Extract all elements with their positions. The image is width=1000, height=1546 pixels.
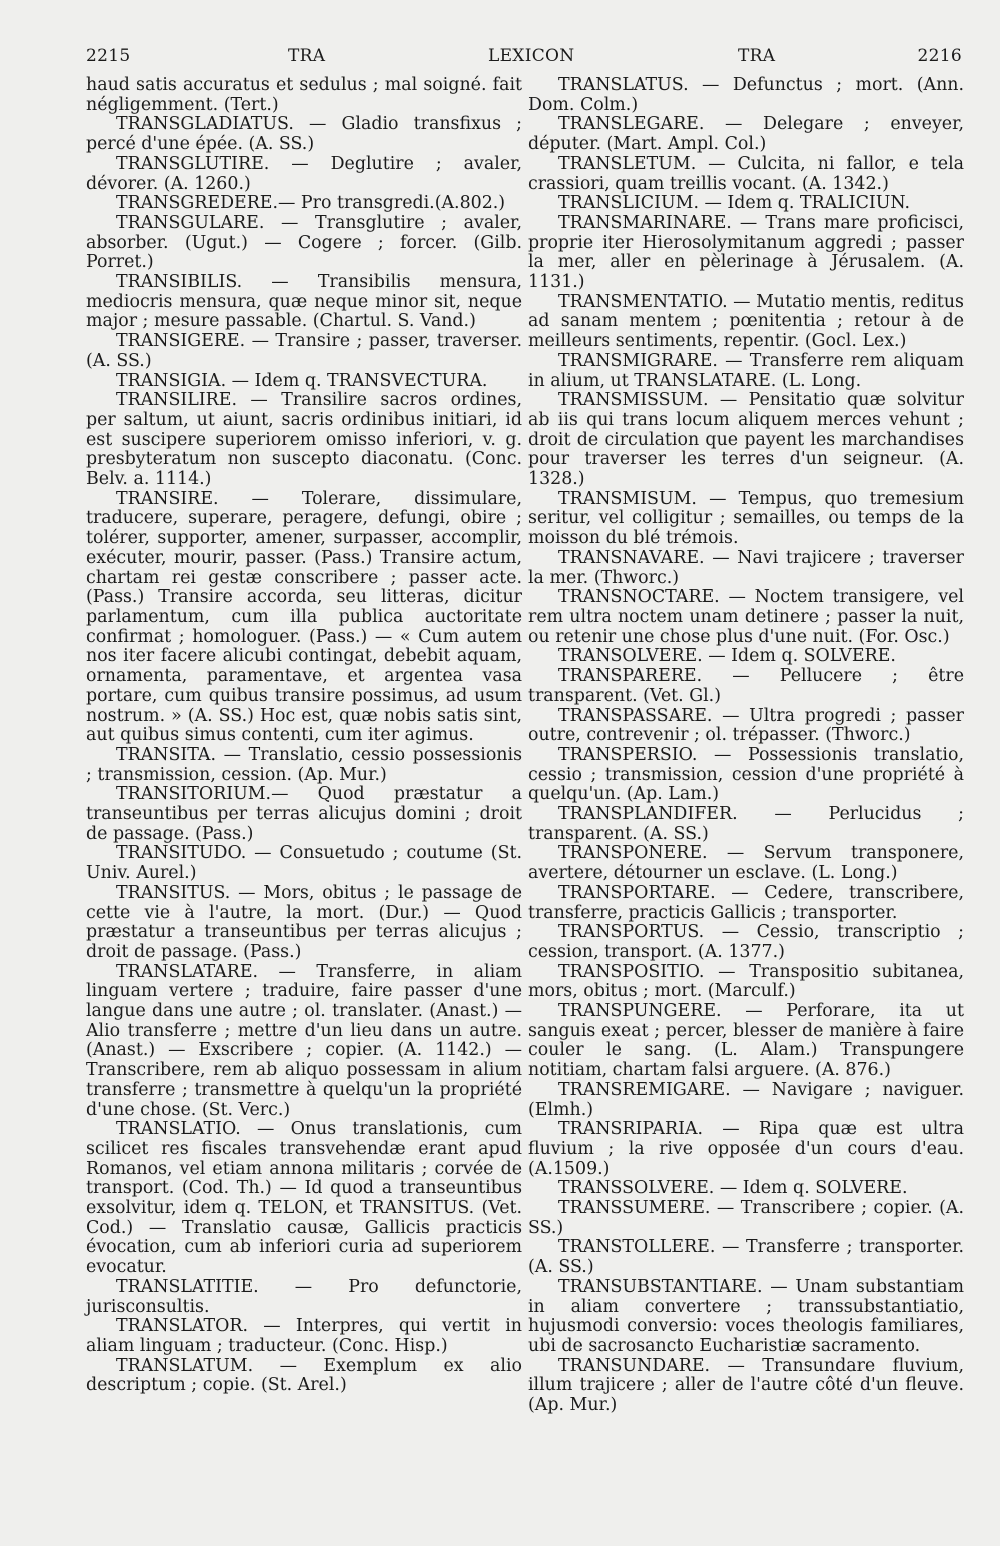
- entry: TRANSPLANDIFER. — Perlucidus ; transparent. (A. SS.): [528, 804, 964, 844]
- entry: TRANSGULARE. — Transglutire ; avaler, absorber. (Ugut.) — Cogere ; forcer. (Gilb. Porret.): [86, 212, 522, 273]
- entry: TRANSPOSITIO. — Transpositio subitanea, mors, obitus ; mort. (Marculf.): [528, 961, 964, 1002]
- entry: TRANSPERSIO. — Possessionis translatio, cessio ; transmission, cession d'une propriété à quelqu'un. (Ap. Lam.): [528, 744, 964, 805]
- header-title: LEXICON: [488, 46, 575, 66]
- page-number-left: 2215: [86, 46, 131, 66]
- entry: TRANSTOLLERE. — Transferre ; transporter. (A. SS.): [528, 1237, 964, 1278]
- entry: TRANSGREDERE.— Pro transgredi.(A.802.): [116, 193, 506, 214]
- entry: TRANSITORIUM.— Quod præstatur a transeuntibus per terras alicujus domini ; droit de passage. (Pass.): [86, 784, 522, 844]
- entry: TRANSITA. — Translatio, cessio possessionis ; transmission, cession. (Ap. Mur.): [86, 744, 522, 785]
- entry: TRANSLATIO. — Onus translationis, cum scilicet res fiscales transvehendæ erant apud Romanos, vel etiam annona militaris ; corvée de transport. (Cod. Th.) — Id quod a transeuntibus exsolvitur, idem q. TELON, et TRANSITUS. (Vet. Cod.) — Translatio causæ, Gallicis practicis évocation, cum ab inferiori curia ad superiorem evocatur.: [86, 1119, 522, 1278]
- entry: TRANSGLUTIRE. — Deglutire ; avaler, dévorer. (A. 1260.): [86, 153, 522, 194]
- entry: TRANSIGERE. — Transire ; passer, traverser. (A. SS.): [86, 331, 522, 371]
- entry: TRANSNOCTARE. — Noctem transigere, vel rem ultra noctem unam detinere ; passer la nuit, ou retenir une chose plus d'une nuit. (For. Osc.): [528, 587, 964, 647]
- entry: TRANSMIGRARE. — Transferre rem aliquam in alium, ut TRANSLATARE. (L. Long.: [528, 350, 964, 391]
- entry: TRANSSUMERE. — Transcribere ; copier. (A. SS.): [528, 1198, 964, 1238]
- left-column: [86, 76, 522, 1396]
- entry: TRANSLICIUM. — Idem q. TRALICIUN.: [558, 193, 911, 214]
- entry: TRANSLETUM. — Culcita, ni fallor, e tela crassiori, quam treillis vocant. (A. 1342.): [528, 153, 964, 194]
- entry: TRANSMISUM. — Tempus, quo tremesium seritur, vel colligitur ; semailles, ou temps de la moisson du blé trémois.: [528, 488, 964, 549]
- entry: haud satis accuratus et sedulus ; mal soigné. fait négligemment. (Tert.): [86, 75, 522, 115]
- entry: TRANSLATOR. — Interpres, qui vertit in aliam linguam ; traducteur. (Conc. Hisp.): [86, 1316, 522, 1356]
- entry: TRANSOLVERE. — Idem q. SOLVERE.: [558, 646, 896, 667]
- entry: TRANSLATARE. — Transferre, in aliam linguam vertere ; traduire, faire passer d'une langue dans une autre ; ol. translater. (Anast.) — Alio transferre ; mettre d'un lieu dans un autre. (Anast.) — Exscribere ; copier. (A. 1142.) — Transcribere, rem ab aliquo possessam in alium transferre ; transmettre à quelqu'un la propriété d'une chose. (St. Verc.): [86, 961, 522, 1120]
- entry: TRANSITUDO. — Consuetudo ; coutume (St. Univ. Aurel.): [86, 843, 522, 884]
- entry: TRANSPORTARE. — Cedere, transcribere, transferre, practicis Gallicis ; transporter.: [528, 882, 964, 923]
- entry: TRANSRIPARIA. — Ripa quæ est ultra fluvium ; la rive opposée d'un cours d'eau.(A.1509.): [528, 1119, 964, 1179]
- entry: TRANSIRE. — Tolerare, dissimulare, traducere, superare, peragere, defungi, obire ; tolérer, supporter, amener, surpasser, accomplir, exécuter, mourir, passer. (Pass.) Transire actum, chartam rei gestæ conscribere ; passer acte. (Pass.) Transire accorda, seu litteras, dicitur parlamentum, cum illa publica auctoritate confirmat ; homologuer. (Pass.) — « Cum autem nos iter facere alicubi contingat, debebit aquam, ornamenta, paramentave, et argentea vasa portare, cum quibus transire possimus, ad usum nostrum. » (A. SS.) Hoc est, quæ nobis satis sint, aut quibus simus contenti, cum iter agimus.: [86, 488, 522, 746]
- entry: TRANSUBSTANTIARE. — Unam substantiam in aliam convertere ; transsubstantiatio, hujusmodi conversio: voces theologis familiares, ubi de sacrosancto Eucharistiæ sacramento.: [528, 1276, 964, 1356]
- entry: TRANSLATUM. — Exemplum ex alio descriptum ; copie. (St. Arel.): [86, 1355, 522, 1396]
- entry: TRANSMISSUM. — Pensitatio quæ solvitur ab iis qui trans locum aliquem merces vehunt ; droit de circulation que payent les marchandises pour traverser les terres d'un seigneur. (A. 1328.): [528, 390, 964, 490]
- entry: TRANSLATITIE. — Pro defunctorie, jurisconsultis.: [86, 1276, 522, 1317]
- entry: TRANSREMIGARE. — Navigare ; naviguer. (Elmh.): [528, 1079, 964, 1120]
- entry: TRANSUNDARE. — Transundare fluvium, illum trajicere ; aller de l'autre côté d'un fleuve. (Ap. Mur.): [528, 1355, 964, 1416]
- running-header: [86, 46, 962, 72]
- entry: TRANSPONERE. — Servum transponere, avertere, détourner un esclave. (L. Long.): [528, 843, 964, 884]
- entry: TRANSIGIA. — Idem q. TRANSVECTURA.: [116, 370, 488, 391]
- entry: TRANSILIRE. — Transilire sacros ordines, per saltum, ut aiunt, sacris ordinibus initiari, id est suscipere superiorem omisso inferiori, v. g. presbyteratum non suscepto diaconatu. (Conc. Belv. a. 1114.): [86, 390, 522, 490]
- header-abbr-right: TRA: [738, 46, 776, 66]
- page-number-right: 2216: [917, 46, 962, 66]
- header-abbr-left: TRA: [288, 46, 326, 66]
- entry: TRANSPASSARE. — Ultra progredi ; passer outre, contrevenir ; ol. trépasser. (Thworc.): [528, 705, 964, 746]
- entry: TRANSIBILIS. — Transibilis mensura, mediocris mensura, quæ neque minor sit, neque major ; mesure passable. (Chartul. S. Vand.): [86, 272, 522, 332]
- entry: TRANSITUS. — Mors, obitus ; le passage de cette vie à l'autre, la mort. (Dur.) — Quod præstatur a transeuntibus per terras alicujus ; droit de passage. (Pass.): [86, 882, 522, 962]
- entry: TRANSPORTUS. — Cessio, transcriptio ; cession, transport. (A. 1377.): [528, 922, 964, 962]
- entry: TRANSMARINARE. — Trans mare proficisci, proprie iter Hierosolymitanum aggredi ; passer la mer, aller en pèlerinage à Jérusalem. (A. 1131.): [528, 212, 964, 293]
- entry: TRANSLEGARE. — Delegare ; enveyer, députer. (Mart. Ampl. Col.): [528, 114, 964, 155]
- entry: TRANSSOLVERE. — Idem q. SOLVERE.: [558, 1178, 908, 1199]
- entry: TRANSGLADIATUS. — Gladio transfixus ; percé d'une épée. (A. SS.): [86, 114, 522, 155]
- entry: TRANSNAVARE. — Navi trajicere ; traverser la mer. (Thworc.): [528, 547, 964, 588]
- right-column: [528, 76, 964, 1416]
- entry: TRANSPUNGERE. — Perforare, ita ut sanguis exeat ; percer, blesser de manière à faire couler le sang. (L. Alam.) Transpungere notitiam, chartam falsi arguere. (A. 876.): [528, 1001, 964, 1081]
- entry: TRANSPARERE. — Pellucere ; être transparent. (Vet. Gl.): [528, 666, 964, 706]
- entry: TRANSMENTATIO. — Mutatio mentis, reditus ad sanam mentem ; pœnitentia ; retour à de meilleurs sentiments, repentir. (Gocl. Lex.): [528, 291, 964, 352]
- entry: TRANSLATUS. — Defunctus ; mort. (Ann. Dom. Colm.): [528, 75, 964, 115]
